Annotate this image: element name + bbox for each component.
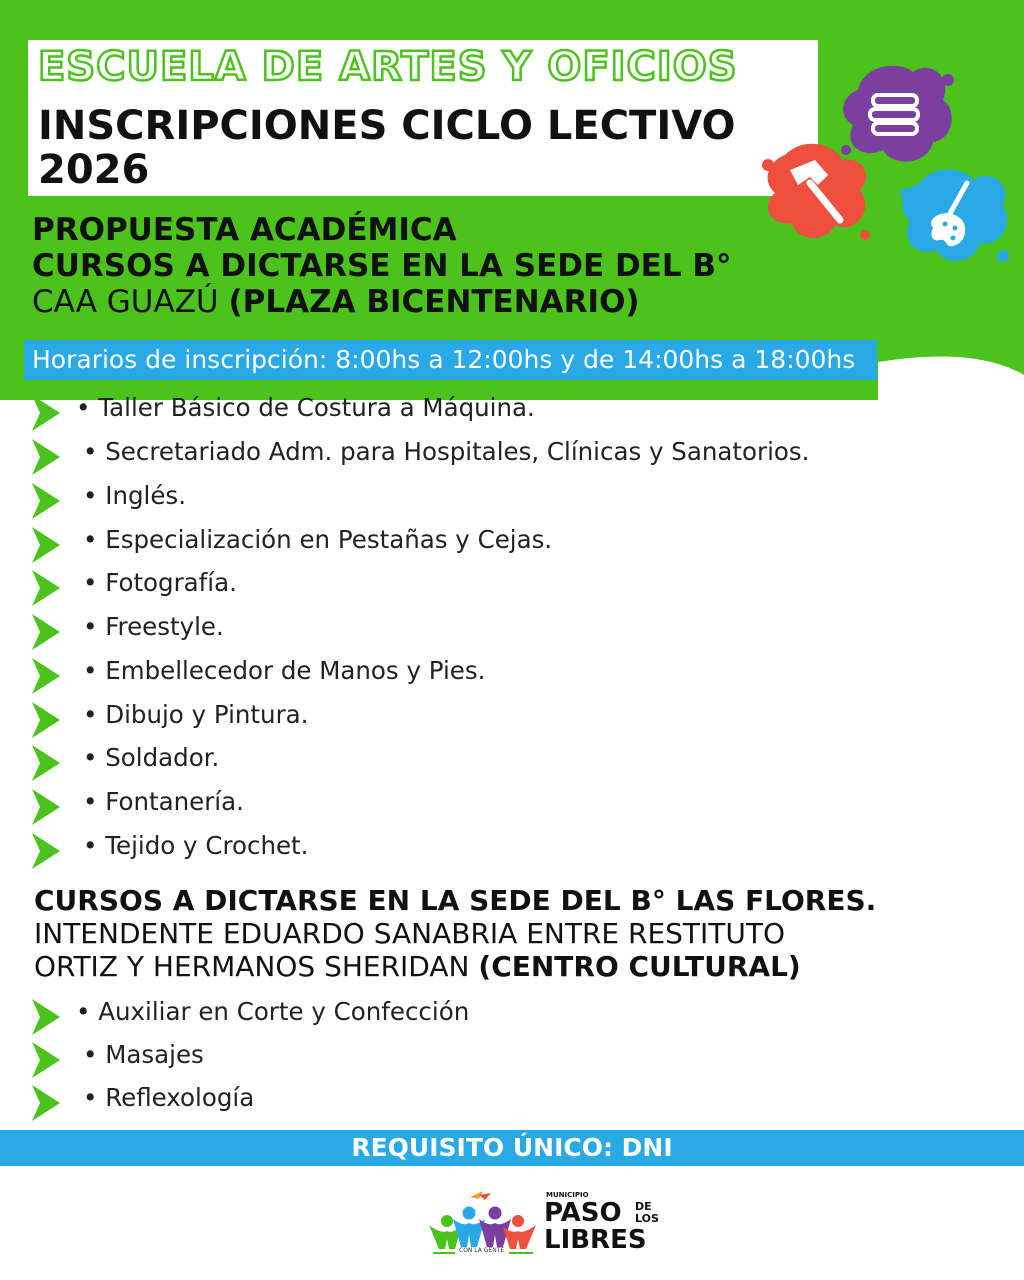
requirement-bar: REQUISITO ÚNICO: DNI xyxy=(0,1130,1024,1166)
course-label: • Reflexología xyxy=(83,1083,255,1112)
logo-municipio: MUNICIPIO xyxy=(546,1191,589,1199)
course-label: • Especialización en Pestañas y Cejas. xyxy=(83,525,553,554)
course-label: • Fotografía. xyxy=(83,568,237,597)
course-label: • Masajes xyxy=(83,1040,204,1069)
course-label: • Embellecedor de Manos y Pies. xyxy=(83,656,486,685)
sede-caa-guazu-name: CAA GUAZÚ xyxy=(32,284,229,320)
sede-las-flores-address: INTENDENTE EDUARDO SANABRIA ENTRE RESTITUTO xyxy=(34,917,786,950)
chevron-right-icon xyxy=(30,831,62,871)
chevron-right-icon xyxy=(30,700,62,740)
logo-libres: LIBRES xyxy=(544,1225,647,1255)
palette-splash-icon xyxy=(895,158,1013,270)
sede-caa-guazu-heading: CURSOS A DICTARSE EN LA SEDE DEL B° xyxy=(32,248,732,284)
course-label: • Freestyle. xyxy=(83,612,224,641)
sede-caa-guazu-place: (PLAZA BICENTENARIO) xyxy=(228,284,640,320)
chevron-right-icon xyxy=(30,568,62,608)
chevron-right-icon xyxy=(30,1083,62,1123)
chevron-right-icon xyxy=(30,612,62,652)
sede-las-flores-heading: CURSOS A DICTARSE EN LA SEDE DEL B° LAS FLORES. xyxy=(34,884,877,917)
course-label: • Tejido y Crochet. xyxy=(83,831,309,860)
municipality-logo xyxy=(425,1185,665,1265)
chevron-right-icon xyxy=(30,656,62,696)
course-label: • Taller Básico de Costura a Máquina. xyxy=(76,393,535,422)
course-label: • Secretariado Adm. para Hospitales, Clínicas y Sanatorios. xyxy=(83,437,810,466)
chevron-right-icon xyxy=(30,997,62,1037)
chevron-right-icon xyxy=(30,743,62,783)
chevron-right-icon xyxy=(30,481,62,521)
chevron-right-icon xyxy=(30,437,62,477)
sede-las-flores-address-2: ORTIZ Y HERMANOS SHERIDAN xyxy=(34,950,479,983)
course-label: • Auxiliar en Corte y Confección xyxy=(76,997,470,1026)
course-label: • Soldador. xyxy=(83,743,220,772)
course-label: • Fontanería. xyxy=(83,787,244,816)
sede-las-flores xyxy=(34,884,876,983)
course-label: • Dibujo y Pintura. xyxy=(83,700,309,729)
school-title: ESCUELA DE ARTES Y OFICIOS xyxy=(38,44,738,90)
logo-paso: PASO xyxy=(544,1198,622,1228)
academic-proposal xyxy=(32,212,732,320)
logo-de: DE xyxy=(635,1200,652,1213)
logo-tagline: CON LA GENTE xyxy=(459,1247,505,1254)
course-label: • Inglés. xyxy=(83,481,186,510)
logo-los: LOS xyxy=(635,1212,659,1225)
enrollment-title: INSCRIPCIONES CICLO LECTIVO 2026 xyxy=(38,103,736,193)
hammer-splash-icon xyxy=(760,135,878,247)
chevron-right-icon xyxy=(30,525,62,565)
chevron-right-icon xyxy=(30,1040,62,1080)
chevron-right-icon xyxy=(30,787,62,827)
enrollment-hours-bar: Horarios de inscripción: 8:00hs a 12:00hs y de 14:00hs a 18:00hs xyxy=(24,340,877,380)
proposal-heading: PROPUESTA ACADÉMICA xyxy=(32,212,457,248)
chevron-right-icon xyxy=(30,393,62,433)
sede-las-flores-place: (CENTRO CULTURAL) xyxy=(478,950,801,983)
